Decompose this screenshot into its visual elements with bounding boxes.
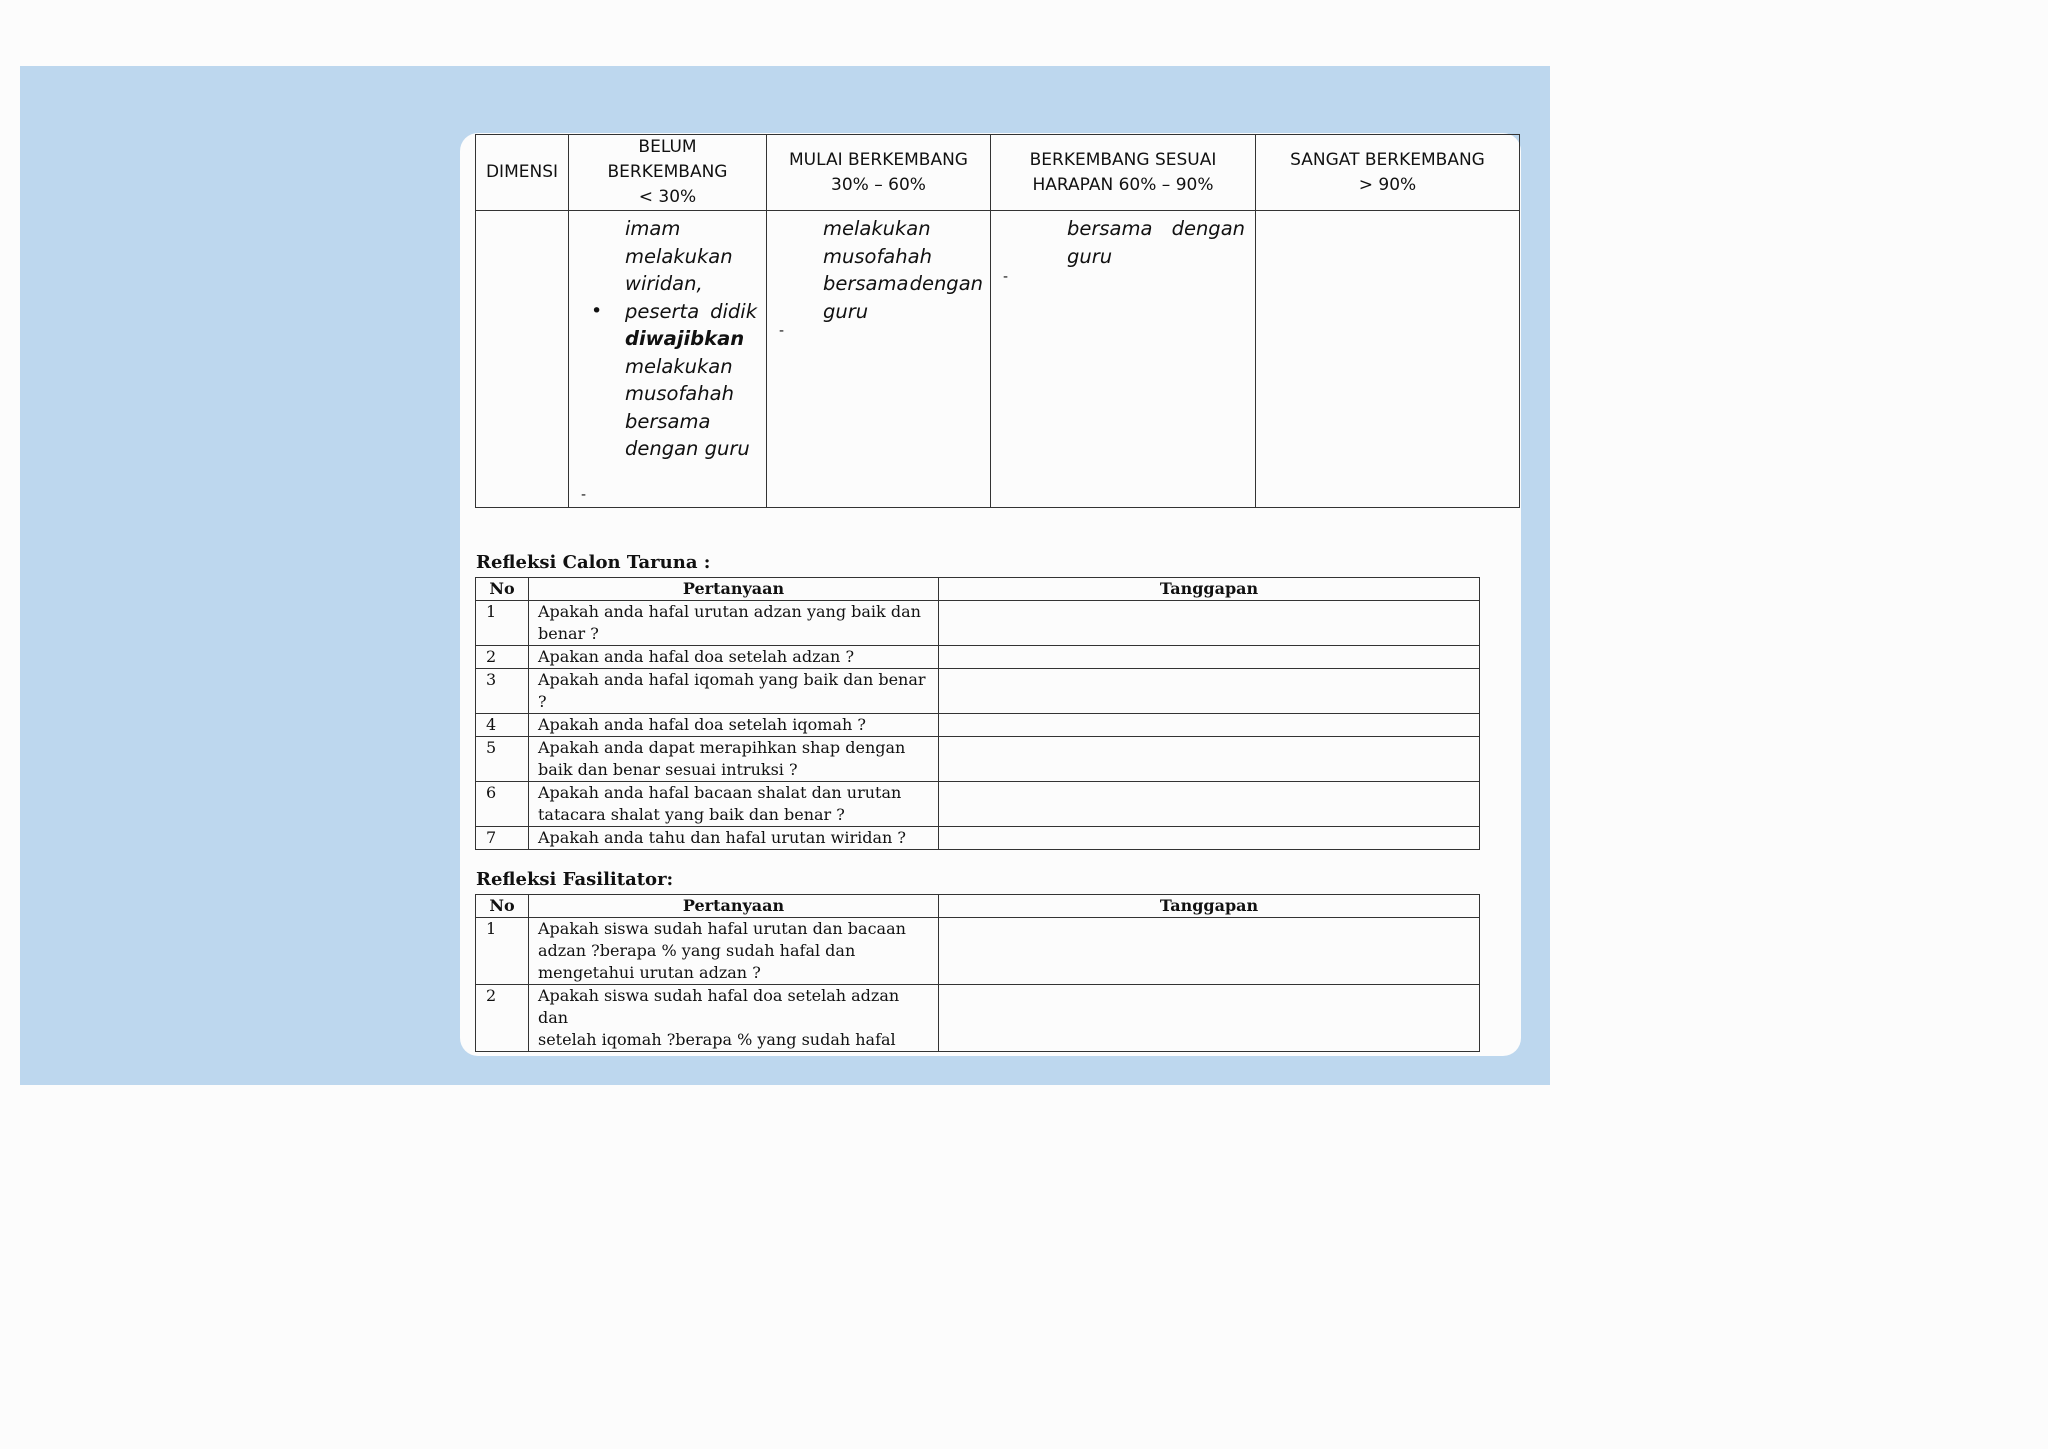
refleksi-taruna-table — [475, 577, 1480, 850]
question-line: adzan ?berapa % yang sudah hafal dan — [538, 941, 856, 960]
question-cell — [529, 737, 939, 782]
table-row — [476, 782, 1480, 827]
mulai-word: bersama — [823, 272, 909, 295]
belum-line: bersama — [625, 409, 711, 433]
question-line: Apakah anda hafal urutan adzan yang baik dan — [538, 602, 921, 621]
response-cell[interactable] — [939, 669, 1480, 714]
bullet-item — [591, 298, 757, 463]
question-line: tatacara shalat yang baik dan benar ? — [538, 805, 845, 824]
question-cell — [529, 782, 939, 827]
question-cell — [529, 646, 939, 669]
row-number: 2 — [476, 646, 529, 669]
cell-mulai-berkembang — [767, 211, 991, 508]
row-number: 5 — [476, 737, 529, 782]
refleksi-taruna-title: Refleksi Calon Taruna : — [476, 552, 711, 573]
rubric-body-row — [476, 211, 1520, 508]
refleksi-fasilitator-table — [475, 894, 1480, 1052]
rubric-table — [475, 134, 1520, 508]
question-line: Apakah siswa sudah hafal doa setelah adzan dan — [538, 986, 900, 1027]
row-number: 4 — [476, 714, 529, 737]
belum-line: dengan guru — [625, 437, 750, 460]
refleksi-fasilitator-title: Refleksi Fasilitator: — [476, 869, 674, 890]
header-no: No — [476, 895, 529, 918]
belum-line: imam — [625, 217, 681, 240]
header-dimensi: DIMENSI — [476, 135, 569, 211]
belum-line: melakukan — [625, 244, 733, 268]
header-pertanyaan: Pertanyaan — [529, 578, 939, 601]
rubric-header-row — [476, 135, 1520, 211]
table-row — [476, 918, 1480, 985]
header-mulai-berkembang: MULAI BERKEMBANG 30% – 60% — [767, 135, 991, 211]
table-row — [476, 714, 1480, 737]
mulai-line: musofahah — [823, 244, 932, 268]
bullet-icon: • — [591, 299, 603, 322]
belum-line: musofahah — [625, 382, 734, 405]
question-line: Apakah anda tahu dan hafal urutan wiridan ? — [538, 828, 906, 847]
mulai-line: guru — [823, 299, 869, 323]
mulai-line: melakukan — [823, 217, 931, 240]
table-row — [476, 737, 1480, 782]
response-cell[interactable] — [939, 827, 1480, 850]
belum-line: melakukan — [625, 354, 733, 378]
question-line: Apakah anda hafal iqomah yang baik dan benar ? — [538, 670, 926, 711]
response-cell[interactable] — [939, 985, 1480, 1052]
response-cell[interactable] — [939, 714, 1480, 737]
belum-line: wiridan, — [625, 272, 703, 295]
table-row — [476, 601, 1480, 646]
belum-word: peserta — [625, 299, 700, 323]
mulai-word: dengan — [909, 272, 983, 295]
question-cell — [529, 985, 939, 1052]
row-number: 6 — [476, 782, 529, 827]
response-cell[interactable] — [939, 646, 1480, 669]
row-number: 1 — [476, 918, 529, 985]
question-line: baik dan benar sesuai intruksi ? — [538, 760, 798, 779]
question-line: Apakah anda hafal bacaan shalat dan urutan — [538, 783, 902, 802]
dash-mark: - — [1003, 269, 1009, 285]
cell-belum-berkembang — [569, 211, 767, 508]
question-line: mengetahui urutan adzan ? — [538, 963, 761, 982]
belum-word: didik — [710, 299, 757, 323]
sesuai-line: guru — [1067, 244, 1113, 268]
cell-sangat-berkembang — [1256, 211, 1520, 508]
question-line: benar ? — [538, 624, 599, 643]
row-number: 1 — [476, 601, 529, 646]
header-pertanyaan: Pertanyaan — [529, 895, 939, 918]
table-row — [476, 646, 1480, 669]
question-line: Apakah anda hafal doa setelah iqomah ? — [538, 715, 866, 734]
header-belum-berkembang: BELUM BERKEMBANG < 30% — [569, 135, 767, 211]
question-cell — [529, 714, 939, 737]
question-cell — [529, 918, 939, 985]
question-cell — [529, 827, 939, 850]
row-number: 7 — [476, 827, 529, 850]
header-tanggapan: Tanggapan — [939, 578, 1480, 601]
refleksi-fasilitator-header-row — [476, 895, 1480, 918]
bold-word: diwajibkan — [625, 327, 745, 350]
response-cell[interactable] — [939, 782, 1480, 827]
question-line: Apakah anda dapat merapihkan shap dengan — [538, 738, 906, 757]
table-row — [476, 827, 1480, 850]
question-line: Apakan anda hafal doa setelah adzan ? — [538, 647, 855, 666]
question-line: Apakah siswa sudah hafal urutan dan bacaan — [538, 919, 906, 938]
dash-mark: - — [779, 323, 785, 339]
row-number: 3 — [476, 669, 529, 714]
response-cell[interactable] — [939, 601, 1480, 646]
question-line: setelah iqomah ?berapa % yang sudah hafal — [538, 1030, 896, 1049]
header-berkembang-sesuai: BERKEMBANG SESUAI HARAPAN 60% – 90% — [991, 135, 1256, 211]
sesuai-word: bersama — [1067, 217, 1153, 240]
table-row — [476, 985, 1480, 1052]
response-cell[interactable] — [939, 918, 1480, 985]
question-cell — [529, 669, 939, 714]
row-number: 2 — [476, 985, 529, 1052]
question-cell — [529, 601, 939, 646]
dash-mark: - — [581, 487, 587, 503]
header-sangat-berkembang: SANGAT BERKEMBANG > 90% — [1256, 135, 1520, 211]
response-cell[interactable] — [939, 737, 1480, 782]
cell-berkembang-sesuai — [991, 211, 1256, 508]
header-tanggapan: Tanggapan — [939, 895, 1480, 918]
refleksi-taruna-header-row — [476, 578, 1480, 601]
header-no: No — [476, 578, 529, 601]
sesuai-word: dengan — [1171, 217, 1245, 240]
table-row — [476, 669, 1480, 714]
cell-dimensi — [476, 211, 569, 508]
